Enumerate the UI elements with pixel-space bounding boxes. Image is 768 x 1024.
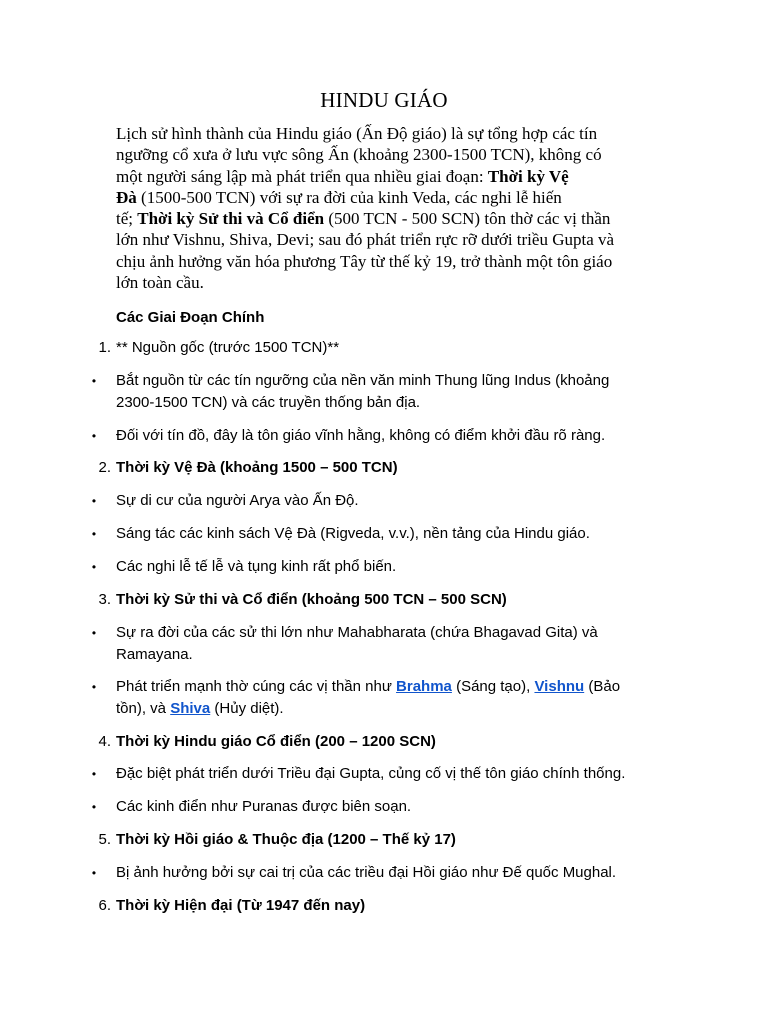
bullet-icon: • <box>91 560 97 574</box>
bullet-icon: • <box>91 626 97 640</box>
list-number: 3. <box>98 591 111 608</box>
stage-heading-1 <box>98 337 340 359</box>
stage-heading-2 <box>98 457 398 479</box>
stage-heading-5 <box>98 829 456 851</box>
intro-text: (500 TCN - 500 SCN) tôn thờ các vị thần <box>324 209 611 229</box>
brahma-link[interactable]: Brahma <box>396 678 452 695</box>
intro-text: (1500-500 TCN) với sự ra đời của kinh Veda, các nghi lễ hiến <box>136 187 562 207</box>
bullet-text: tồn), và <box>116 700 171 717</box>
list-number: 5. <box>98 831 111 848</box>
list-number: 2. <box>98 459 111 476</box>
document-title: HINDU GIÁO <box>320 88 448 112</box>
stage-title: ** Nguồn gốc (trước 1500 TCN)** <box>116 339 340 356</box>
bullet-text: (Bảo <box>584 678 621 695</box>
section-heading: Các Giai Đoạn Chính <box>116 309 265 326</box>
bullet-text-line <box>116 698 620 720</box>
intro-line: Lịch sử hình thành của Hindu giáo (Ấn Độ giáo) là sự tổng hợp các tín <box>116 124 598 143</box>
bullet-text: (Sáng tạo), <box>451 678 535 695</box>
intro-line: lớn như Vishnu, Shiva, Devi; sau đó phát triển rực rỡ dưới triều Gupta và <box>116 230 615 250</box>
bullet-text: Ramayana. <box>116 646 193 663</box>
bullet-item <box>91 622 598 666</box>
bullet-item <box>91 862 617 884</box>
intro-line <box>116 166 656 187</box>
bullet-text: (Hủy diệt). <box>210 700 284 717</box>
bullet-text: Phát triển mạnh thờ cúng các vị thần như <box>116 678 397 695</box>
bullet-text: Đối với tín đồ, đây là tôn giáo vĩnh hằng, không có điểm khởi đầu rõ ràng. <box>116 427 606 444</box>
bullet-icon: • <box>91 866 97 880</box>
bullet-icon: • <box>91 800 97 814</box>
bullet-icon: • <box>91 494 97 508</box>
intro-line: ngưỡng cổ xưa ở lưu vực sông Ấn (khoảng 2300-1500 TCN), không có <box>116 145 602 165</box>
vishnu-link[interactable]: Vishnu <box>534 678 585 695</box>
bullet-text: Đặc biệt phát triển dưới Triều đại Gupta, củng cố vị thế tôn giáo chính thống. <box>116 765 626 782</box>
stage-title: Thời kỳ Hồi giáo & Thuộc địa (1200 – Thế kỷ 17) <box>116 831 456 848</box>
stage-title: Thời kỳ Sử thi và Cổ điển (khoảng 500 TCN – 500 SCN) <box>116 591 507 608</box>
stage-title: Thời kỳ Hindu giáo Cổ điển (200 – 1200 SCN) <box>116 733 436 750</box>
bullet-text: Các nghi lễ tế lễ và tụng kinh rất phổ biến. <box>116 558 397 575</box>
bullet-text: 2300-1500 TCN) và các truyền thống bản địa. <box>116 394 421 411</box>
list-number: 1. <box>98 339 111 356</box>
shiva-link[interactable]: Shiva <box>170 700 211 717</box>
stage-heading-3 <box>98 589 507 611</box>
intro-line: chịu ảnh hưởng văn hóa phương Tây từ thế kỷ 19, trở thành một tôn giáo <box>116 251 613 271</box>
bullet-text: Sự di cư của người Arya vào Ấn Độ. <box>116 492 359 509</box>
bullet-item <box>91 796 412 818</box>
bullet-item <box>91 370 610 414</box>
intro-line: lớn toàn cầu. <box>116 273 204 293</box>
bullet-text-line <box>116 676 620 698</box>
list-number: 6. <box>98 897 111 914</box>
stage-title: Thời kỳ Hiện đại (Từ 1947 đến nay) <box>116 897 366 914</box>
bullet-text: Sáng tác các kinh sách Vệ Đà (Rigveda, v.v.), nền tảng của Hindu giáo. <box>116 525 590 542</box>
intro-line <box>116 208 656 229</box>
stage-heading-6 <box>98 895 366 917</box>
bullet-icon: • <box>91 527 97 541</box>
intro-text: tế; <box>116 209 138 229</box>
bullet-item <box>91 763 626 785</box>
bullet-icon: • <box>91 429 97 443</box>
bullet-text: Bị ảnh hưởng bởi sự cai trị của các triều đại Hồi giáo như Đế quốc Mughal. <box>116 864 617 881</box>
list-number: 4. <box>98 733 111 750</box>
bullet-item <box>91 425 606 447</box>
stage-title: Thời kỳ Vệ Đà (khoảng 1500 – 500 TCN) <box>116 459 398 476</box>
bullet-icon: • <box>91 767 97 781</box>
intro-bold-text: Đà <box>116 187 137 207</box>
bullet-item <box>91 676 621 720</box>
bullet-item <box>91 490 359 512</box>
bullet-icon: • <box>91 374 97 388</box>
intro-bold-text: Thời kỳ Vệ <box>487 166 569 186</box>
intro-line <box>116 187 656 208</box>
bullet-text: Các kinh điển như Puranas được biên soạn. <box>116 798 412 815</box>
intro-paragraph <box>116 123 656 293</box>
intro-bold-text: Thời kỳ Sử thi và Cổ điển <box>137 209 325 229</box>
bullet-item <box>91 556 397 578</box>
bullet-item <box>91 523 590 545</box>
intro-text: một người sáng lập mà phát triển qua nhiều giai đoạn: <box>116 166 488 186</box>
stage-heading-4 <box>98 731 436 753</box>
bullet-text: Bắt nguồn từ các tín ngưỡng của nền văn minh Thung lũng Indus (khoảng <box>116 372 610 389</box>
bullet-text: Sự ra đời của các sử thi lớn như Mahabharata (chứa Bhagavad Gita) và <box>116 624 598 641</box>
bullet-icon: • <box>91 680 97 694</box>
